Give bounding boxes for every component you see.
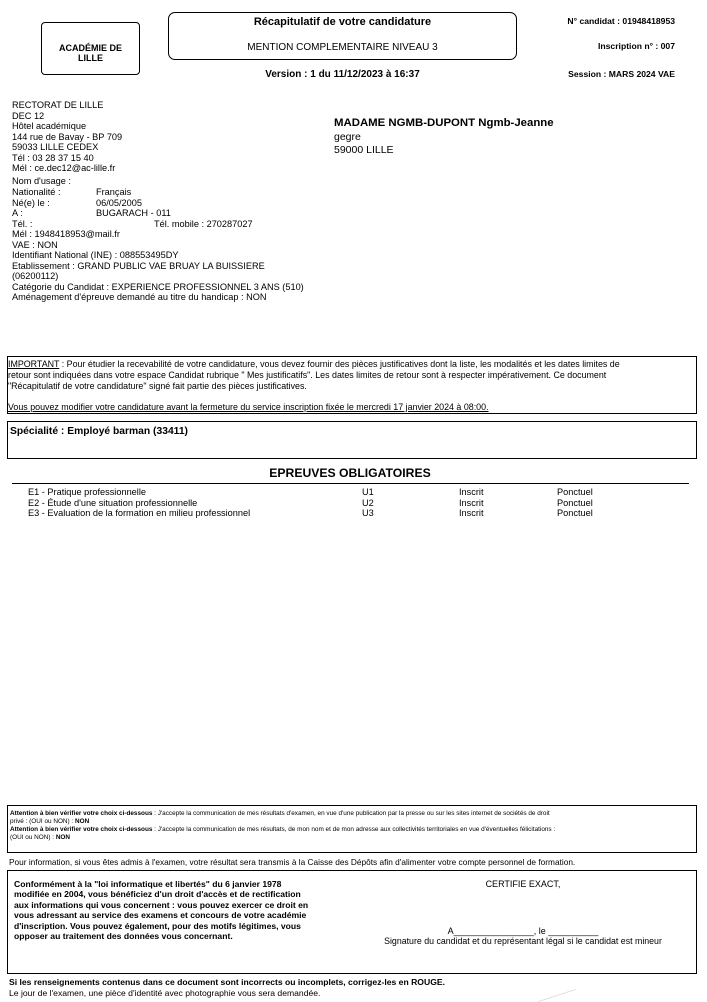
important-line-2: retour sont indiquées dans votre espace Candidat rubrique " Mes justificatifs". Les dates limites de retour sont à respecter impérativement. Ce document: [8, 370, 607, 380]
certifie-title: CERTIFIE EXACT,: [485, 879, 561, 889]
important-label: IMPORTANT: [8, 359, 60, 369]
information-text: Pour information, si vous êtes admis à l'examen, votre résultat sera transmis à la Caisse des Dépôts afin d'alimenter votre compte personnel de formation.: [9, 857, 576, 867]
attention-1-question: privé : (OUI ou NON) :: [10, 818, 75, 825]
attention-1-bold: Attention à bien vérifier votre choix ci-dessous: [10, 810, 153, 817]
signature-label: Signature du candidat et du représentant légal si le candidat est mineur: [384, 936, 662, 946]
attention-2: [10, 826, 694, 834]
rectorat-line: 144 rue de Bavay - BP 709: [12, 131, 123, 142]
page-title: Récapitulatif de votre candidature: [253, 16, 432, 28]
epreuve-name: E3 - Evaluation de la formation en milieu professionnel: [28, 508, 251, 518]
faint-mark: [538, 989, 576, 1002]
categorie: Catégorie du Candidat : EXPERIENCE PROFESSIONNEL 3 ANS (510): [12, 281, 304, 292]
epreuve-status: Inscrit: [459, 487, 484, 497]
candidat-number: N° candidat : 01948418953: [567, 16, 675, 26]
etablissement-code: (06200112): [12, 271, 59, 281]
footer-id-notice: Le jour de l'examen, une pièce d'identité avec photographie vous sera demandée.: [9, 988, 321, 998]
nationalite-value: Français: [96, 187, 132, 197]
footer-warning: Si les renseignements contenus dans ce document sont incorrects ou incomplets, corrigez-les en ROUGE.: [9, 977, 446, 987]
epreuve-code: U3: [362, 508, 374, 518]
epreuve-name: E1 - Pratique professionnelle: [28, 487, 146, 497]
attention-1-answer: NON: [74, 818, 90, 825]
version-label: Version : 1 du 11/12/2023 à 16:37: [265, 69, 420, 80]
tel-label: Tél. :: [12, 218, 33, 229]
cnil-line: aux informations qui vous concernent : vous pouvez exercer ce droit en: [14, 899, 309, 910]
attention-2-question: (OUI ou NON) :: [10, 834, 56, 841]
etablissement: Etablissement : GRAND PUBLIC VAE BRUAY LA BUISSIERE: [12, 260, 265, 271]
cnil-line: Conformément à la "loi informatique et libertés" du 6 janvier 1978: [14, 879, 282, 889]
vae-status: VAE : NON: [12, 239, 58, 250]
epreuve-status: Inscrit: [459, 497, 484, 508]
rectorat-line: Mél : ce.dec12@ac-lille.fr: [12, 163, 116, 173]
epreuve-code: U1: [362, 487, 374, 497]
attention-2-answer: NON: [55, 834, 71, 841]
nationalite-label: Nationalité :: [12, 187, 61, 197]
recipient-city: 59000 LILLE: [334, 144, 394, 156]
email: Mél : 1948418953@mail.fr: [12, 229, 120, 239]
rectorat-line: RECTORAT DE LILLE: [12, 100, 104, 110]
attention-1-text: : J'accepte la communication de mes résultats d'examen, en vue d'une publication par la presse ou sur les sites internet de sociétés de droit: [152, 810, 550, 817]
attention-1-answer-line: [10, 818, 89, 826]
attention-1: [10, 810, 694, 818]
attention-2-bold: Attention à bien vérifier votre choix ci-dessous: [10, 826, 153, 833]
lieu-label: A :: [12, 208, 23, 218]
attention-2-text: : J'accepte la communication de mes résultats, de mon nom et de mon adresse aux collectivités territoriales en vue d'éventuelles félicitations :: [152, 826, 556, 833]
epreuve-status: Inscrit: [459, 508, 484, 518]
inscription-number: Inscription n° : 007: [598, 41, 675, 51]
cnil-line: vous adressant au service des examens et concours de votre académie: [14, 910, 307, 921]
epreuve-mode: Ponctuel: [557, 508, 593, 518]
epreuve-mode: Ponctuel: [557, 497, 593, 508]
tel-mobile: Tél. mobile : 270287027: [154, 218, 253, 229]
rectorat-line: Tél : 03 28 37 15 40: [12, 152, 94, 163]
cnil-line: modifiée en 2004, vous bénéficiez d'un droit d'accès et de rectification: [14, 889, 301, 900]
nom-usage: Nom d'usage :: [12, 176, 71, 186]
amenagement: Aménagement d'épreuve demandé au titre du handicap : NON: [12, 292, 267, 302]
important-text: [8, 359, 620, 369]
important-line-1: : Pour étudier la recevabilité de votre candidature, vous devez fournir des pièces justificatives dont la liste, les modalités et les dates limites de: [59, 359, 620, 369]
modification-deadline: Vous pouvez modifier votre candidature avant la fermeture du service inscription fixée le mercredi 17 janvier 2024 à 08:00.: [8, 402, 489, 412]
epreuve-name: E2 - Étude d'une situation professionnelle: [28, 497, 198, 508]
recipient-name: MADAME NGMB-DUPONT Ngmb-Jeanne: [334, 117, 554, 129]
cnil-text: [14, 879, 308, 941]
session-label: Session : MARS 2024 VAE: [568, 69, 675, 79]
rectorat-line: 59033 LILLE CEDEX: [12, 142, 99, 152]
important-line-3: "Récapitulatif de votre candidature" signé fait partie des pièces justificatives.: [8, 381, 307, 391]
naissance-label: Né(e) le :: [12, 197, 50, 208]
naissance-value: 06/05/2005: [96, 197, 142, 208]
rectorat-line: Hôtel académique: [12, 121, 87, 131]
page-subtitle: MENTION COMPLEMENTAIRE NIVEAU 3: [247, 42, 438, 53]
lieu-value: BUGARACH - 011: [96, 208, 171, 218]
epreuves-title: EPREUVES OBLIGATOIRES: [269, 466, 431, 480]
academie-label: ACADÉMIE DE LILLE: [58, 43, 122, 63]
cnil-line: opposer au traitement des données vous concernant.: [14, 931, 233, 942]
place-date-line: A________________, le __________: [447, 926, 599, 936]
epreuves-rule: [12, 483, 689, 484]
attention-2-answer-line: [10, 834, 70, 842]
recipient-address-line: gegre: [334, 131, 361, 143]
epreuve-mode: Ponctuel: [557, 487, 593, 497]
ine: Identifiant National (INE) : 088553495DY: [12, 250, 179, 260]
specialite-label: Spécialité : Employé barman (33411): [10, 426, 188, 437]
epreuve-code: U2: [362, 497, 374, 508]
rectorat-line: DEC 12: [12, 110, 45, 121]
cnil-line: d'inscription. Vous pouvez également, pour des motifs légitimes, vous: [14, 920, 301, 931]
